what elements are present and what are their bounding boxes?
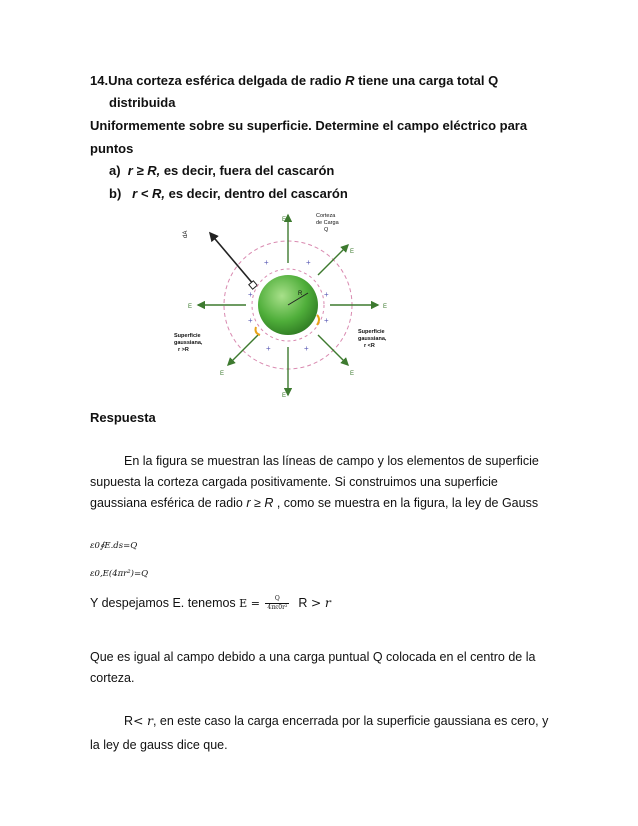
answer-para3-line2: la ley de gauss dice que. <box>90 738 228 752</box>
svg-text:+: + <box>324 290 329 299</box>
field-label-left: E <box>188 304 193 310</box>
answer-heading: Respuesta <box>90 410 156 425</box>
svg-text:+: + <box>264 258 269 267</box>
svg-text:+: + <box>306 258 311 267</box>
despeje-line: Y despejamos E. tenemos E = $\frac{Q}{\text{4πε0r²}}$ R > r <box>90 595 331 612</box>
label-sup-right-2: gaussiana, <box>358 336 387 342</box>
question-line-1: 14.Una corteza esférica delgada de radio R tiene una carga total Q <box>90 73 499 88</box>
label-corteza-1: Corteza <box>316 213 336 219</box>
field-label-top: E <box>282 217 287 223</box>
field-label-upper-right: E <box>350 249 355 255</box>
ds-vector <box>210 233 254 285</box>
equation-2: ε0,E(4πr²)=Q <box>90 569 149 579</box>
field-label-lower-right: E <box>350 371 355 377</box>
label-corteza-3: Q <box>324 227 329 233</box>
question-line-4: puntos <box>90 141 134 156</box>
label-corteza-2: de Carga <box>316 220 339 226</box>
label-sup-left-3: r >R <box>178 347 189 353</box>
highlight-left <box>256 327 261 335</box>
field-fraction: $\frac{Q}{\text{4πε0r²}}$ <box>267 595 288 612</box>
field-label-lower-left: E <box>220 371 225 377</box>
question-line-3: Uniformemente sobre su superficie. Determine el campo eléctrico para <box>90 118 528 133</box>
label-sup-left-2: gaussiana, <box>174 340 203 346</box>
field-label-right: E <box>383 304 388 310</box>
answer-para1-line2: supuesta la corteza cargada positivamente. Si construimos una superficie <box>90 475 498 489</box>
answer-para3-line1: R< r, en este caso la carga encerrada por la superficie gaussiana es cero, y <box>124 713 549 728</box>
answer-para2-line1: Que es igual al campo debido a una carga puntual Q colocada en el centro de la <box>90 650 536 664</box>
question-line-2: distribuida <box>109 95 176 110</box>
highlight-right <box>317 315 319 325</box>
answer-para2-line2: corteza. <box>90 671 135 685</box>
question-item-a: a) r ≥ R, es decir, fuera del cascarón <box>109 163 335 178</box>
svg-text:+: + <box>266 344 271 353</box>
label-sup-right-1: Superficie <box>358 329 385 335</box>
question-item-b: b) r < R, es decir, dentro del cascarón <box>109 186 348 201</box>
field-label-bottom: E <box>282 393 287 399</box>
label-sup-right-3: r <R <box>364 343 375 349</box>
label-sup-left-1: Superficie <box>174 333 201 339</box>
question-number: 14. <box>90 73 109 88</box>
radius-label: R <box>298 291 303 297</box>
svg-text:+: + <box>248 290 253 299</box>
answer-para1-line3: gaussiana esférica de radio r ≥ R , como se muestra en la figura, la ley de Gauss <box>90 496 539 510</box>
answer-para1-line1: En la figura se muestran las líneas de campo y los elementos de superficie <box>124 454 539 468</box>
label-ds: dA <box>183 230 189 238</box>
equation-1: ε0∮E.ds=Q <box>90 541 138 551</box>
svg-text:+: + <box>248 316 253 325</box>
gauss-figure <box>170 205 400 405</box>
svg-text:+: + <box>324 316 329 325</box>
svg-text:+: + <box>304 344 309 353</box>
surface-element <box>249 281 257 289</box>
